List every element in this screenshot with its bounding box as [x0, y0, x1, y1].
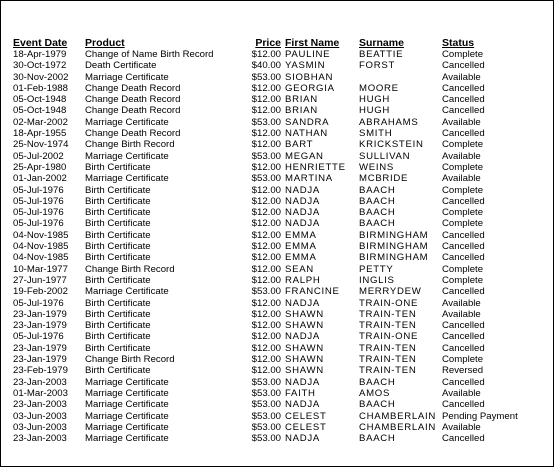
- event-date-cell: 05-Oct-1948: [13, 105, 67, 117]
- product-cell: Birth Certificate: [85, 195, 151, 207]
- table-row: [1, 173, 553, 184]
- event-date-cell: 05-Jul-1976: [13, 195, 64, 207]
- table-row: [1, 185, 553, 196]
- event-date-cell: 04-Nov-1985: [13, 252, 69, 264]
- surname-cell: [359, 72, 442, 83]
- price-cell: $12.00: [251, 161, 281, 173]
- first-name-cell: SHAWN: [285, 320, 324, 332]
- product-cell: Birth Certificate: [85, 331, 151, 343]
- surname-cell: FORST: [359, 60, 396, 72]
- price-cell: $12.00: [251, 263, 281, 275]
- status-cell: Complete: [442, 161, 484, 173]
- event-date-cell: 05-Jul-2002: [13, 150, 64, 162]
- product-cell: Marriage Certificate: [85, 71, 169, 83]
- price-cell: $12.00: [251, 297, 281, 309]
- table-row: [1, 275, 553, 286]
- table-row: [1, 399, 553, 410]
- product-cell: Change Death Record: [85, 128, 181, 140]
- table-row: [1, 354, 553, 365]
- event-date-cell: 23-Jan-1979: [13, 320, 67, 332]
- event-date-cell: 05-Jul-1976: [13, 297, 64, 309]
- event-date-cell: 01-Jan-2002: [13, 173, 67, 185]
- status-cell: Cancelled: [442, 252, 485, 264]
- first-name-cell: MEGAN: [285, 150, 324, 162]
- first-name-cell: NADJA: [285, 218, 320, 230]
- product-cell: Marriage Certificate: [85, 376, 169, 388]
- surname-cell: CHAMBERLAIN: [359, 421, 437, 433]
- event-date-cell: 25-Nov-1974: [13, 139, 69, 151]
- event-date-cell: 04-Nov-1985: [13, 241, 69, 253]
- first-name-cell: EMMA: [285, 229, 317, 241]
- surname-cell: BAACH: [359, 218, 396, 230]
- price-cell: $12.00: [251, 320, 281, 332]
- status-cell: Available: [442, 150, 481, 162]
- first-name-cell: SANDRA: [285, 116, 330, 128]
- first-name-cell: SHAWN: [285, 342, 324, 354]
- event-date-cell: 05-Jul-1976: [13, 218, 64, 230]
- first-name-cell: NADJA: [285, 184, 320, 196]
- surname-cell: AMOS: [359, 387, 391, 399]
- status-cell: Complete: [442, 354, 484, 366]
- event-date-cell: 05-Jul-1976: [13, 184, 64, 196]
- first-name-cell: EMMA: [285, 241, 317, 253]
- event-date-cell: 05-Jul-1976: [13, 207, 64, 219]
- first-name-cell: NADJA: [285, 297, 320, 309]
- table-row: [1, 162, 553, 173]
- status-cell: Cancelled: [442, 241, 485, 253]
- status-cell: Cancelled: [442, 82, 485, 94]
- product-cell: Marriage Certificate: [85, 410, 169, 422]
- product-cell: Marriage Certificate: [85, 387, 169, 399]
- first-name-cell: MARTINA: [285, 173, 333, 185]
- first-name-cell: PAULINE: [285, 49, 331, 60]
- surname-cell: BIRMINGHAM: [359, 241, 429, 253]
- status-cell: Pending Payment: [442, 410, 518, 422]
- price-cell: $12.00: [251, 82, 281, 94]
- status-cell: Cancelled: [442, 94, 485, 106]
- table-row: [1, 365, 553, 376]
- status-header: Status: [442, 37, 475, 49]
- first-name-cell: NATHAN: [285, 128, 328, 140]
- event-date-cell: 23-Jan-1979: [13, 342, 67, 354]
- price-cell: $53.00: [251, 399, 281, 411]
- table-row: [1, 128, 553, 139]
- event-date-cell: 01-Feb-1988: [13, 82, 68, 94]
- price-cell: $12.00: [251, 354, 281, 366]
- product-cell: Marriage Certificate: [85, 421, 169, 433]
- product-cell: Marriage Certificate: [85, 399, 169, 411]
- product-cell: Birth Certificate: [85, 161, 151, 173]
- price-cell: $53.00: [251, 286, 281, 298]
- surname-cell: SMITH: [359, 128, 393, 140]
- event-date-header: Event Date: [13, 37, 68, 49]
- status-cell: Cancelled: [442, 286, 485, 298]
- first-name-cell: SHAWN: [285, 354, 324, 366]
- surname-cell: BAACH: [359, 399, 396, 411]
- surname-cell: TRAIN-TEN: [359, 320, 417, 332]
- status-cell: Cancelled: [442, 60, 485, 72]
- event-date-cell: 23-Jan-2003: [13, 399, 67, 411]
- table-row: [1, 286, 553, 297]
- price-cell: $12.00: [251, 252, 281, 264]
- product-cell: Marriage Certificate: [85, 116, 169, 128]
- price-cell: $12.00: [251, 241, 281, 253]
- status-cell: Available: [442, 71, 481, 83]
- table-row: [1, 298, 553, 309]
- first-name-cell: SHAWN: [285, 365, 324, 377]
- event-date-cell: 23-Jan-2003: [13, 376, 67, 388]
- table-row: [1, 72, 553, 83]
- product-cell: Birth Certificate: [85, 207, 151, 219]
- status-cell: Reversed: [442, 365, 484, 377]
- first-name-cell: SHAWN: [285, 308, 324, 320]
- surname-cell: TRAIN-ONE: [359, 297, 419, 309]
- product-cell: Birth Certificate: [85, 229, 151, 241]
- first-name-cell: NADJA: [285, 399, 320, 411]
- table-row: [1, 218, 553, 229]
- first-name-cell: NADJA: [285, 207, 320, 219]
- product-cell: Death Certificate: [85, 60, 157, 72]
- table-row: [1, 196, 553, 207]
- price-cell: $53.00: [251, 387, 281, 399]
- status-cell: Cancelled: [442, 128, 485, 140]
- status-cell: Available: [442, 421, 481, 433]
- surname-cell: HUGH: [359, 105, 391, 117]
- surname-cell: INGLIS: [359, 274, 395, 286]
- table-row: [1, 388, 553, 399]
- product-cell: Change Death Record: [85, 105, 181, 117]
- product-cell: Change Birth Record: [85, 263, 175, 275]
- price-cell: $12.00: [251, 128, 281, 140]
- surname-cell: KRICKSTEIN: [359, 139, 424, 151]
- price-cell: $12.00: [251, 139, 281, 151]
- surname-cell: BAACH: [359, 184, 396, 196]
- status-cell: Complete: [442, 207, 484, 219]
- surname-cell: TRAIN-TEN: [359, 354, 417, 366]
- event-date-cell: 05-Jul-1976: [13, 331, 64, 343]
- price-cell: $12.00: [251, 184, 281, 196]
- surname-cell: PETTY: [359, 263, 394, 275]
- event-date-cell: 23-Jan-1979: [13, 308, 67, 320]
- event-date-cell: 03-Jun-2003: [13, 421, 67, 433]
- price-cell: $12.00: [251, 331, 281, 343]
- table-row: [1, 411, 553, 422]
- first-name-cell: YASMIN: [285, 60, 326, 72]
- status-cell: Cancelled: [442, 229, 485, 241]
- event-date-cell: 10-Mar-1977: [13, 263, 68, 275]
- status-cell: Cancelled: [442, 399, 485, 411]
- product-cell: Marriage Certificate: [85, 433, 169, 445]
- status-cell: Cancelled: [442, 376, 485, 388]
- price-cell: $12.00: [251, 195, 281, 207]
- surname-cell: TRAIN-ONE: [359, 331, 419, 343]
- first-name-cell: FAITH: [285, 387, 316, 399]
- price-cell: $53.00: [251, 116, 281, 128]
- first-name-cell: EMMA: [285, 252, 317, 264]
- price-cell: $53.00: [251, 433, 281, 445]
- first-name-header: First Name: [285, 37, 340, 49]
- product-cell: Birth Certificate: [85, 274, 151, 286]
- event-date-cell: 23-Jan-2003: [13, 433, 67, 445]
- event-date-cell: 01-Mar-2003: [13, 387, 68, 399]
- product-cell: Birth Certificate: [85, 218, 151, 230]
- surname-cell: BAACH: [359, 195, 396, 207]
- table-row: [1, 377, 553, 388]
- surname-header: Surname: [359, 37, 404, 49]
- price-cell: $12.00: [251, 105, 281, 117]
- event-date-cell: 02-Mar-2002: [13, 116, 68, 128]
- event-date-cell: 18-Apr-1979: [13, 49, 67, 60]
- table-row: [1, 117, 553, 128]
- events-table: [1, 37, 553, 444]
- surname-cell: ABRAHAMS: [359, 116, 419, 128]
- first-name-cell: CELEST: [285, 410, 327, 422]
- surname-cell: MCBRIDE: [359, 173, 409, 185]
- status-cell: Complete: [442, 49, 484, 60]
- first-name-cell: NADJA: [285, 195, 320, 207]
- surname-cell: TRAIN-TEN: [359, 342, 417, 354]
- price-cell: $12.00: [251, 308, 281, 320]
- status-cell: Cancelled: [442, 342, 485, 354]
- product-cell: Change of Name Birth Record: [85, 49, 214, 60]
- product-cell: Change Birth Record: [85, 354, 175, 366]
- first-name-cell: RALPH: [285, 274, 321, 286]
- status-cell: Available: [442, 173, 481, 185]
- surname-cell: TRAIN-TEN: [359, 308, 417, 320]
- status-cell: Cancelled: [442, 320, 485, 332]
- event-date-cell: 05-Oct-1948: [13, 94, 67, 106]
- event-date-cell: 03-Jun-2003: [13, 410, 67, 422]
- first-name-cell: SEAN: [285, 263, 314, 275]
- table-row: [1, 60, 553, 71]
- first-name-cell: SIOBHAN: [285, 71, 334, 83]
- product-cell: Birth Certificate: [85, 297, 151, 309]
- status-cell: Available: [442, 297, 481, 309]
- table-row: [1, 83, 553, 94]
- product-cell: Birth Certificate: [85, 241, 151, 253]
- table-row: [1, 49, 553, 60]
- status-cell: Complete: [442, 263, 484, 275]
- event-date-cell: 23-Feb-1979: [13, 365, 68, 377]
- first-name-cell: BRIAN: [285, 105, 318, 117]
- table-row: [1, 105, 553, 116]
- table-row: [1, 252, 553, 263]
- event-date-cell: 27-Jun-1977: [13, 274, 67, 286]
- status-cell: Available: [442, 308, 481, 320]
- first-name-cell: BART: [285, 139, 314, 151]
- table-row: [1, 343, 553, 354]
- price-cell: $53.00: [251, 421, 281, 433]
- surname-cell: MERRYDEW: [359, 286, 422, 298]
- status-cell: Complete: [442, 274, 484, 286]
- first-name-cell: HENRIETTE: [285, 161, 346, 173]
- table-row: [1, 309, 553, 320]
- status-cell: Cancelled: [442, 331, 485, 343]
- table-row: [1, 320, 553, 331]
- table-row: [1, 264, 553, 275]
- surname-cell: BAACH: [359, 376, 396, 388]
- table-row: [1, 94, 553, 105]
- table-row: [1, 433, 553, 444]
- price-cell: $53.00: [251, 150, 281, 162]
- product-cell: Change Death Record: [85, 94, 181, 106]
- surname-cell: MOORE: [359, 82, 399, 94]
- table-row: [1, 139, 553, 150]
- product-cell: Birth Certificate: [85, 184, 151, 196]
- product-cell: Birth Certificate: [85, 252, 151, 264]
- price-cell: $12.00: [251, 49, 281, 60]
- price-cell: $40.00: [251, 60, 281, 72]
- surname-cell: BAACH: [359, 433, 396, 445]
- product-cell: Change Death Record: [85, 82, 181, 94]
- event-date-cell: 04-Nov-1985: [13, 229, 69, 241]
- surname-cell: TRAIN-TEN: [359, 365, 417, 377]
- product-cell: Birth Certificate: [85, 342, 151, 354]
- price-cell: $53.00: [251, 173, 281, 185]
- table-row: [1, 331, 553, 342]
- first-name-cell: BRIAN: [285, 94, 318, 106]
- event-date-cell: 30-Nov-2002: [13, 71, 69, 83]
- table-row: [1, 207, 553, 218]
- price-cell: $53.00: [251, 410, 281, 422]
- first-name-cell: CELEST: [285, 421, 327, 433]
- price-cell: $12.00: [251, 274, 281, 286]
- price-cell: $53.00: [251, 376, 281, 388]
- first-name-cell: NADJA: [285, 376, 320, 388]
- event-date-cell: 23-Jan-1979: [13, 354, 67, 366]
- price-cell: $12.00: [251, 218, 281, 230]
- surname-cell: BIRMINGHAM: [359, 252, 429, 264]
- price-cell: $12.00: [251, 94, 281, 106]
- event-date-cell: 18-Apr-1955: [13, 128, 67, 140]
- price-cell: $12.00: [251, 342, 281, 354]
- surname-cell: CHAMBERLAIN: [359, 410, 437, 422]
- price-cell: $12.00: [251, 365, 281, 377]
- surname-cell: SULLIVAN: [359, 150, 411, 162]
- product-cell: Change Birth Record: [85, 139, 175, 151]
- first-name-cell: NADJA: [285, 331, 320, 343]
- event-date-cell: 25-Apr-1980: [13, 161, 67, 173]
- table-row: [1, 241, 553, 252]
- price-cell: $12.00: [251, 207, 281, 219]
- first-name-cell: NADJA: [285, 433, 320, 445]
- event-date-cell: 19-Feb-2002: [13, 286, 68, 298]
- status-cell: Complete: [442, 139, 484, 151]
- table-row: [1, 151, 553, 162]
- surname-cell: HUGH: [359, 94, 391, 106]
- status-cell: Available: [442, 116, 481, 128]
- event-date-cell: 30-Oct-1972: [13, 60, 67, 72]
- price-header: Price: [255, 37, 281, 49]
- status-cell: Complete: [442, 218, 484, 230]
- product-cell: Marriage Certificate: [85, 173, 169, 185]
- first-name-cell: FRANCINE: [285, 286, 340, 298]
- product-cell: Marriage Certificate: [85, 150, 169, 162]
- status-cell: Cancelled: [442, 195, 485, 207]
- header-row: [1, 37, 553, 49]
- status-cell: Cancelled: [442, 433, 485, 445]
- surname-cell: WEINS: [359, 161, 394, 173]
- surname-cell: BAACH: [359, 207, 396, 219]
- price-cell: $12.00: [251, 229, 281, 241]
- surname-cell: BIRMINGHAM: [359, 229, 429, 241]
- status-cell: Available: [442, 387, 481, 399]
- status-cell: Cancelled: [442, 105, 485, 117]
- surname-cell: BEATTIE: [359, 49, 404, 60]
- product-cell: Birth Certificate: [85, 365, 151, 377]
- product-cell: Birth Certificate: [85, 320, 151, 332]
- status-cell: Complete: [442, 184, 484, 196]
- table-row: [1, 230, 553, 241]
- first-name-cell: GEORGIA: [285, 82, 335, 94]
- table-row: [1, 422, 553, 433]
- price-cell: $53.00: [251, 71, 281, 83]
- product-cell: Birth Certificate: [85, 308, 151, 320]
- product-header: Product: [85, 37, 125, 49]
- product-cell: Marriage Certificate: [85, 286, 169, 298]
